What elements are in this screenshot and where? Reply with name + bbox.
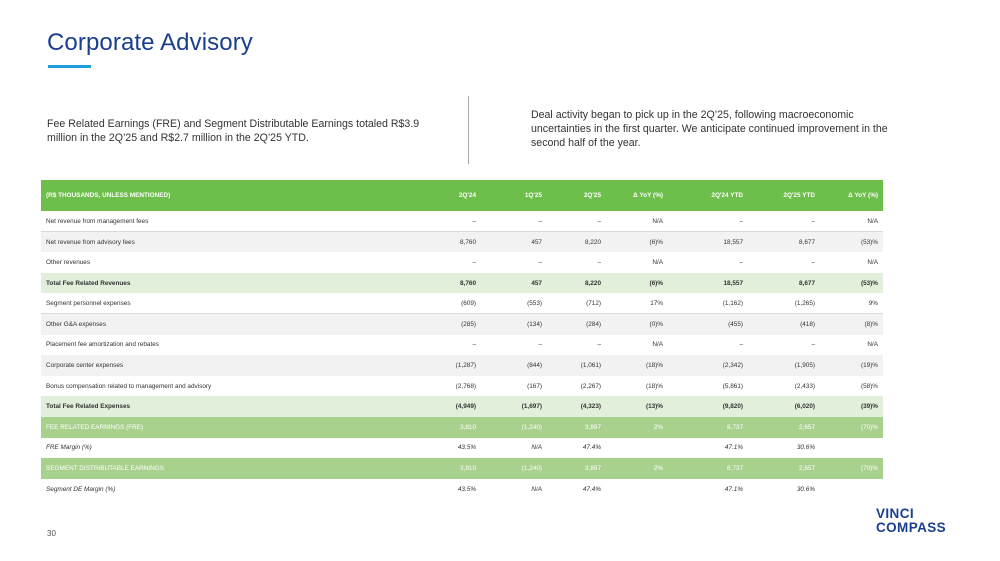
cell: – (538, 258, 542, 266)
header-2q24-ytd: 2Q'24 YTD (668, 180, 748, 211)
table-row-total-expenses (41, 396, 883, 417)
row-label: FEE RELATED EARNINGS (FRE) (41, 417, 411, 438)
cell: – (547, 211, 606, 232)
cell: (1,240) (481, 458, 547, 479)
cell: (19)% (820, 355, 883, 376)
header-yoy-ytd: Δ YoY (%) (820, 180, 883, 211)
cell: 8,760 (411, 273, 481, 294)
cell: (58)% (860, 382, 878, 390)
cell (820, 479, 883, 500)
vinci-compass-logo (876, 507, 956, 535)
cell: (8)% (820, 314, 883, 335)
row-label: Segment personnel expenses (41, 293, 411, 314)
cell: – (538, 341, 542, 349)
cell: (6,020) (748, 396, 820, 417)
cell: 43.5% (457, 485, 476, 493)
cell: – (472, 341, 476, 349)
cell: (1,905) (748, 355, 820, 376)
cell: – (472, 258, 476, 266)
header-2q25: 2Q'25 (547, 180, 606, 211)
cell: (0)% (606, 314, 668, 335)
cell: (5,861) (722, 382, 743, 390)
page-number: 30 (47, 529, 56, 538)
table-row (41, 376, 883, 397)
cell (606, 438, 668, 459)
intro-left-text: Fee Related Earnings (FRE) and Segment Distributable Earnings totaled R$3.9 million in the 2Q’25 and R$2.7 million in the 2Q’25 YTD. (47, 118, 420, 144)
cell: 2% (606, 417, 668, 438)
cell: 8,677 (748, 232, 820, 253)
row-label: Bonus compensation related to management and advisory (46, 382, 212, 390)
row-label: Other G&A expenses (41, 314, 411, 335)
cell: 47.1% (724, 444, 743, 452)
cell (820, 438, 883, 459)
cell: (6)% (606, 232, 668, 253)
cell: 3,897 (547, 458, 606, 479)
cell: 18,557 (668, 232, 748, 253)
cell: – (748, 211, 820, 232)
cell: (609) (411, 293, 481, 314)
cell: N/A (820, 211, 883, 232)
cell: (2,433) (794, 382, 815, 390)
row-label: Net revenue from management fees (41, 211, 411, 232)
table-row (41, 232, 883, 253)
cell: (712) (547, 293, 606, 314)
cell: 17% (606, 293, 668, 314)
table-row (41, 293, 883, 314)
cell: N/A (867, 258, 878, 266)
cell: 8,220 (547, 273, 606, 294)
cell: 3,810 (411, 417, 481, 438)
cell: (53)% (820, 232, 883, 253)
cell: 47.1% (724, 485, 743, 493)
cell: – (811, 341, 815, 349)
cell: (2,267) (580, 382, 601, 390)
cell: N/A (652, 341, 663, 349)
logo-line-compass: COMPASS (876, 520, 947, 535)
cell: (167) (527, 382, 542, 390)
cell: – (411, 211, 481, 232)
cell: 3,810 (411, 458, 481, 479)
cell: (285) (411, 314, 481, 335)
header-yoy-quarter: Δ YoY (%) (606, 180, 668, 211)
cell: (70)% (820, 417, 883, 438)
cell: 43.5% (457, 444, 476, 452)
cell: 457 (481, 232, 547, 253)
row-label: Net revenue from advisory fees (41, 232, 411, 253)
cell: (53)% (820, 273, 883, 294)
table-header-row (41, 180, 883, 211)
financial-table (41, 180, 883, 499)
cell: 30.6% (796, 485, 815, 493)
cell: 47.4% (582, 444, 601, 452)
table-row-total-revenues (41, 273, 883, 294)
cell: (1,240) (481, 417, 547, 438)
cell: (1,061) (547, 355, 606, 376)
cell: N/A (652, 258, 663, 266)
cell: – (481, 211, 547, 232)
cell: 8,760 (411, 232, 481, 253)
cell: 2,657 (748, 417, 820, 438)
row-label: Total Fee Related Expenses (41, 396, 411, 417)
cell: – (668, 211, 748, 232)
intro-right-text: Deal activity began to pick up in the 2Q’25, following macroeconomic uncertainties in the first quarter. We anticipate continued improvement in the second half of the year. (531, 109, 888, 149)
vertical-divider (468, 96, 469, 164)
table-row-fre (41, 417, 883, 438)
cell: (9,820) (668, 396, 748, 417)
row-label: SEGMENT DISTRIBUTABLE EARNINGS (41, 458, 411, 479)
cell: (1,162) (668, 293, 748, 314)
cell: (284) (547, 314, 606, 335)
cell: – (811, 258, 815, 266)
cell: 18,557 (668, 273, 748, 294)
cell: 2% (606, 458, 668, 479)
cell: – (739, 258, 743, 266)
cell: – (739, 341, 743, 349)
cell: (4,949) (411, 396, 481, 417)
table-row-segment-de (41, 458, 883, 479)
header-2q24: 2Q'24 (411, 180, 481, 211)
cell: (553) (481, 293, 547, 314)
cell: 8,677 (748, 273, 820, 294)
cell: (2,342) (668, 355, 748, 376)
title-underline (48, 65, 91, 68)
table-row-fre-margin (41, 438, 883, 459)
table-row (41, 314, 883, 335)
cell: 3,897 (547, 417, 606, 438)
cell: (18)% (645, 382, 663, 390)
cell: (2,768) (455, 382, 476, 390)
cell (606, 479, 668, 500)
cell: 30.6% (796, 444, 815, 452)
table-row (41, 355, 883, 376)
row-label: Total Fee Related Revenues (41, 273, 411, 294)
row-label: Other revenues (46, 258, 91, 266)
header-1q25: 1Q'25 (481, 180, 547, 211)
table-row (41, 211, 883, 232)
cell: (13)% (606, 396, 668, 417)
cell: 9% (820, 293, 883, 314)
cell: (1,287) (411, 355, 481, 376)
logo-line-vinci: VINCI (876, 506, 915, 521)
table-row (41, 335, 883, 356)
cell: (70)% (820, 458, 883, 479)
cell: (844) (481, 355, 547, 376)
cell: N/A (606, 211, 668, 232)
header-label-column: (R$ THOUSANDS, UNLESS MENTIONED) (41, 180, 411, 211)
cell: – (597, 258, 601, 266)
row-label: Corporate center expenses (41, 355, 411, 376)
table-row (41, 252, 883, 273)
cell: 47.4% (582, 485, 601, 493)
cell: 8,737 (668, 458, 748, 479)
table-row-segment-de-margin (41, 479, 883, 500)
cell: 2,657 (748, 458, 820, 479)
cell: (455) (668, 314, 748, 335)
cell: (6)% (606, 273, 668, 294)
cell: (134) (481, 314, 547, 335)
cell: (39)% (820, 396, 883, 417)
row-label: Placement fee amortization and rebates (46, 341, 159, 349)
page-title: Corporate Advisory (47, 29, 253, 56)
cell: N/A (531, 485, 542, 493)
cell: (1,265) (748, 293, 820, 314)
cell: (18)% (606, 355, 668, 376)
cell: (1,697) (481, 396, 547, 417)
cell: 8,737 (668, 417, 748, 438)
header-2q25-ytd: 2Q'25 YTD (748, 180, 820, 211)
cell: N/A (531, 444, 542, 452)
row-label: FRE Margin (%) (46, 444, 92, 452)
cell: (418) (748, 314, 820, 335)
cell: (4,323) (547, 396, 606, 417)
cell: 457 (481, 273, 547, 294)
row-label: Segment DE Margin (%) (46, 485, 116, 493)
cell: – (597, 341, 601, 349)
cell: N/A (867, 341, 878, 349)
cell: 8,220 (547, 232, 606, 253)
